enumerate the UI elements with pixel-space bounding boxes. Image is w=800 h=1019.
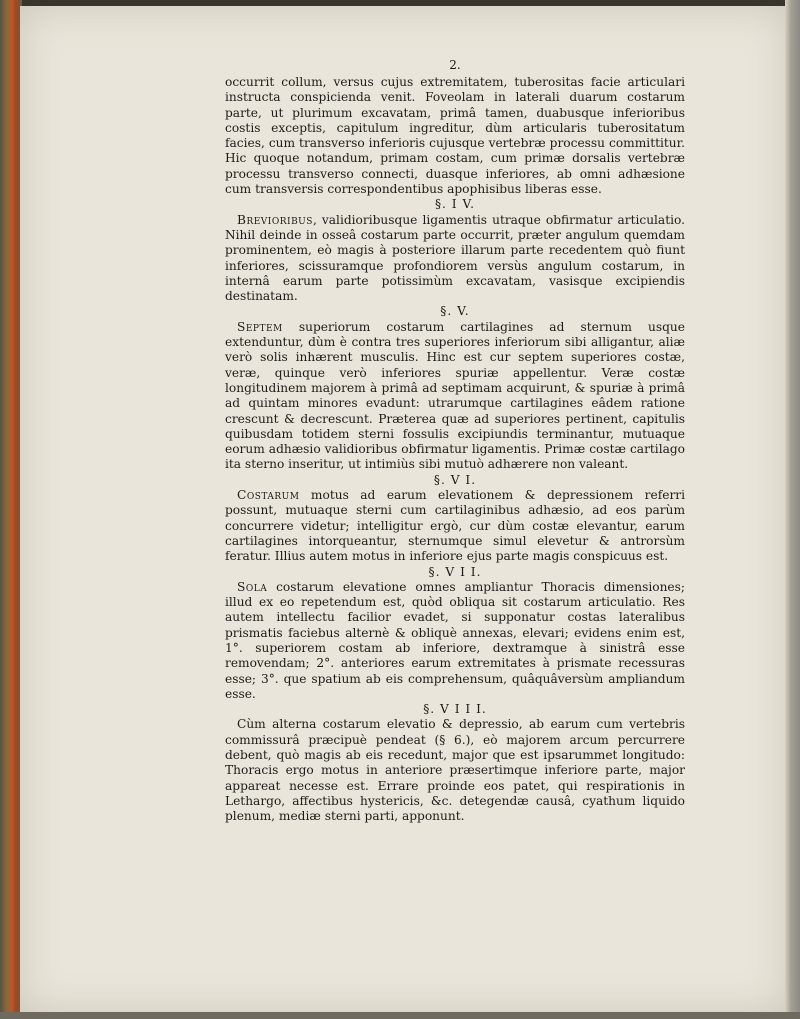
page-number: 2. [449,58,461,72]
paragraph-5 [225,717,685,824]
section-heading-4: §. I V. [434,197,476,212]
section-heading-5: §. V. [440,304,470,319]
paragraph-2-text: superiorum costarum cartilagines ad sternum usque extenduntur, dùm è contra tres superiores inferiorum sibi alligantur, aliæ verò solis inhærent musculis. Hinc est cur septem superiores costæ, veræ, quinque verò inferiores spuriæ appellentur. Veræ costæ longitudinem majorem à primâ ad septimam acquirunt, & spuriæ à primâ ad quintam minores evadunt: utrarumque cartilagines eâdem ratione crescunt & decrescunt. Præterea quæ ad superiores pertinent, capitulis quibusdam totidem sterni fossulis excipiundis terminantur, mutuaque eorum adhæsio validioribus obfirmatur ligamentis. Primæ costæ cartilago ita sterno inseritur, ut intimiùs sibi mutuò adhærere non valeant. [225,319,685,472]
page-bottom-edge [0,1012,800,1019]
paragraph-1-text: , validioribusque ligamentis utraque obfirmatur articulatio. Nihil deinde in osseâ costarum parte occurrit, præter angulum quemdam prominentem, eò magis à posteriore illarum parte recedentem quò fiunt inferiores, scissuramque profondiorem versùs angulum costarum, in internâ earum parte potissimùm excavatam, vasisque excipiendis destinatam. [225,212,685,304]
paragraph-4-lead: Sola [237,579,268,594]
page-right-margin [785,0,800,1019]
section-heading-6: §. V I. [433,472,477,487]
paragraph-1-lead: Brevioribus [237,212,313,227]
paragraph-3-lead: Costarum [237,488,300,503]
page-text-block [225,58,685,825]
paragraph-3-text: motus ad earum elevationem & depressionem referri possunt, mutuaque sterni cum cartilaginibus adhæsio, ad eos parùm concurrere videtur; intelligitur ergò, cur dùm costæ elevantur, earum cartilagines intorqueantur, sternumque simul elevetur & antrorsùm feratur. Illius autem motus in inferiore ejus parte magis conspicuus est. [225,488,685,564]
paragraph-4-text: costarum elevatione omnes ampliantur Thoracis dimensiones; illud ex eo repetendum est, quòd obliqua sit costarum articulatio. Res autem intellectu facilior evadet, si supponatur costas lateralibus prismatis faciebus alternè & obliquè annexas, elevari; evidens enim est, 1°. superiorem costam ab inferiore, dextramque à sinistrâ esse removendam; 2°. anteriores earum extremitates à prismate recessuras esse; 3°. que spatium ab eis comprehensum, quâquâversùm ampliandum esse. [225,579,685,701]
section-heading-7: §. V I I. [428,564,482,579]
paragraph-0-text: occurrit collum, versus cujus extremitatem, tuberositas facie articulari instructa conspicienda venit. Foveolam in laterali duarum costarum parte, ut plurimum excavatam, primâ tamen, duabusque inferioribus costis exceptis, capitulum ingreditur, dùm articularis tuberositatum facies, cum transverso inferioris cujusque vertebræ processu committitur. Hic quoque notandum, primam costam, cum primæ dorsalis vertebræ processu transverso connecti, duasque inferiores, ab omni adhæsione cum transversis correspondentibus apophisibus liberas esse. [225,75,685,197]
section-heading-8: §. V I I I. [423,702,487,717]
paragraph-5-text: Cùm alterna costarum elevatio & depressio, ab earum cum vertebris commissurâ præcipuè pendeat (§ 6.), eò majorem arcum percurrere debent, quò magis ab eis recedunt, major que est ipsarummet longitudo: Thoracis ergo motus in anteriore præsertimque inferiore parte, major appareat necesse est. Errare proinde eos patet, qui respirationis in Lethargo, affectibus hystericis, &c. detegendæ causâ, cyathum liquido plenum, mediæ sterni parti, apponunt. [225,717,685,824]
paragraph-2 [225,320,685,473]
paragraph-0 [225,75,685,197]
paragraph-2-lead: Septem [237,319,283,334]
paragraph-4 [225,580,685,702]
paragraph-3 [225,488,685,564]
book-binding-edge [0,0,22,1019]
paragraph-1 [225,213,685,305]
